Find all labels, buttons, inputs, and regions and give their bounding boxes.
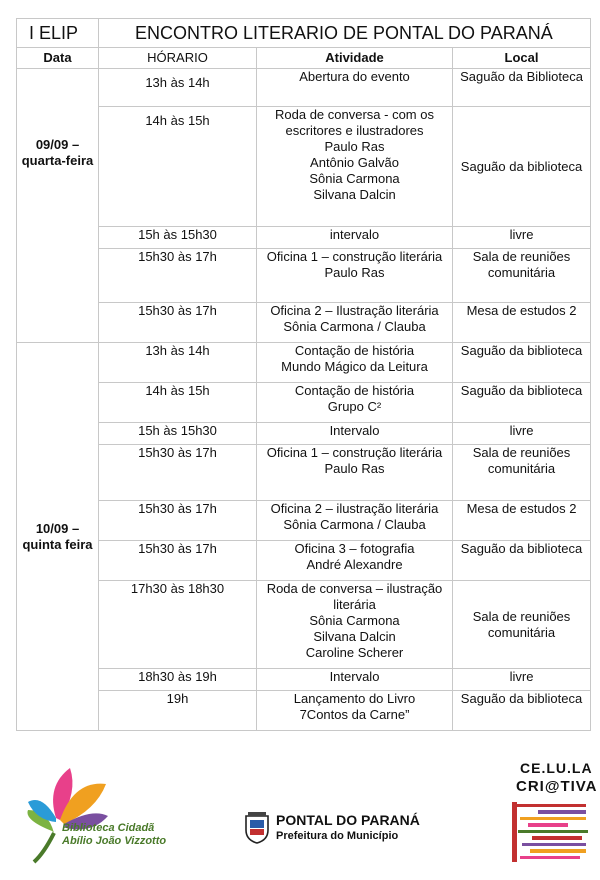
event-title: ENCONTRO LITERARIO DE PONTAL DO PARANÁ bbox=[99, 19, 591, 48]
row-location: Sala de reuniões comunitária bbox=[453, 445, 591, 501]
schedule-row bbox=[17, 107, 591, 227]
participant: Sônia Carmona / Clauba bbox=[283, 517, 426, 532]
participant: Sônia Carmona bbox=[309, 171, 400, 186]
activity-title: intervalo bbox=[329, 227, 380, 242]
row-activity bbox=[257, 501, 453, 541]
participant: Sônia Carmona / Clauba bbox=[283, 319, 426, 334]
schedule-row bbox=[17, 249, 591, 303]
schedule-row bbox=[17, 501, 591, 541]
library-name-line: Abílio João Vizzotto bbox=[62, 835, 167, 847]
schedule-row bbox=[17, 445, 591, 501]
schedule-table bbox=[16, 18, 591, 731]
activity-title: Abertura do evento bbox=[299, 69, 410, 84]
row-activity bbox=[257, 581, 453, 669]
column-header-time: HÓRARIO bbox=[99, 48, 257, 69]
row-activity bbox=[257, 541, 453, 581]
row-activity bbox=[257, 445, 453, 501]
row-location: Saguão da biblioteca bbox=[453, 343, 591, 383]
schedule-row bbox=[17, 303, 591, 343]
participant: Antônio Galvão bbox=[310, 155, 399, 170]
celula-title: CE.LU.LA bbox=[520, 760, 593, 776]
row-location: livre bbox=[453, 227, 591, 249]
row-time: 15h30 às 17h bbox=[99, 541, 257, 581]
row-location: Sala de reuniões comunitária bbox=[453, 581, 591, 669]
row-time: 13h às 14h bbox=[99, 69, 257, 107]
row-activity bbox=[257, 303, 453, 343]
title-row bbox=[17, 19, 591, 48]
schedule-row bbox=[17, 383, 591, 423]
row-location: Sala de reuniões comunitária bbox=[453, 249, 591, 303]
participant: Silvana Dalcin bbox=[313, 187, 396, 202]
book-tree-icon bbox=[14, 758, 214, 868]
header-row bbox=[17, 48, 591, 69]
row-location: Mesa de estudos 2 bbox=[453, 303, 591, 343]
row-activity bbox=[257, 343, 453, 383]
row-time: 15h30 às 17h bbox=[99, 303, 257, 343]
schedule-row bbox=[17, 541, 591, 581]
row-location: livre bbox=[453, 423, 591, 445]
row-activity bbox=[257, 669, 453, 691]
row-time: 15h30 às 17h bbox=[99, 249, 257, 303]
celula-criativa-logo bbox=[500, 760, 598, 880]
row-time: 17h30 às 18h30 bbox=[99, 581, 257, 669]
row-activity bbox=[257, 227, 453, 249]
event-short-title: I ELIP bbox=[17, 19, 99, 48]
activity-title: Roda de conversa - com os escritores e ilustradores bbox=[275, 107, 434, 138]
participant: Paulo Ras bbox=[324, 461, 385, 476]
activity-title: Oficina 1 – construção literária bbox=[266, 445, 443, 460]
activity-title: Oficina 1 – construção literária bbox=[266, 249, 443, 264]
participant: Paulo Ras bbox=[324, 139, 385, 154]
day-date: 10/09 – quinta feira bbox=[17, 343, 99, 731]
row-activity bbox=[257, 249, 453, 303]
library-logo bbox=[14, 758, 214, 868]
row-activity bbox=[257, 69, 453, 107]
activity-title: Intervalo bbox=[329, 423, 380, 438]
footer-logos bbox=[0, 750, 600, 880]
row-time: 14h às 15h bbox=[99, 383, 257, 423]
row-activity bbox=[257, 691, 453, 731]
activity-title: Lançamento do Livro bbox=[293, 691, 416, 706]
activity-title: Oficina 3 – fotografia bbox=[294, 541, 415, 556]
schedule-row bbox=[17, 691, 591, 731]
day-date: 09/09 – quarta-feira bbox=[17, 69, 99, 343]
participant: Grupo C² bbox=[327, 399, 382, 414]
row-activity bbox=[257, 383, 453, 423]
word-cloud-icon bbox=[508, 798, 598, 878]
row-activity bbox=[257, 423, 453, 445]
participant: André Alexandre bbox=[306, 557, 403, 572]
activity-title: Intervalo bbox=[329, 669, 380, 684]
city-subtitle: Prefeitura do Município bbox=[276, 830, 399, 842]
row-location: Saguão da biblioteca bbox=[453, 107, 591, 227]
coat-of-arms-icon bbox=[244, 812, 270, 844]
row-location: Mesa de estudos 2 bbox=[453, 501, 591, 541]
participant: Silvana Dalcin bbox=[313, 629, 396, 644]
participant: Caroline Scherer bbox=[305, 645, 404, 660]
column-header-activity: Atividade bbox=[257, 48, 453, 69]
row-location: livre bbox=[453, 669, 591, 691]
schedule-row bbox=[17, 227, 591, 249]
row-location: Saguão da Biblioteca bbox=[453, 69, 591, 107]
city-name: PONTAL DO PARANÁ bbox=[276, 812, 420, 828]
row-time: 15h às 15h30 bbox=[99, 423, 257, 445]
row-time: 14h às 15h bbox=[99, 107, 257, 227]
row-location: Saguão da biblioteca bbox=[453, 383, 591, 423]
schedule-row bbox=[17, 423, 591, 445]
row-location: Saguão da biblioteca bbox=[453, 691, 591, 731]
activity-title: Oficina 2 – Ilustração literária bbox=[270, 303, 439, 318]
row-time: 15h30 às 17h bbox=[99, 501, 257, 541]
participant: Paulo Ras bbox=[324, 265, 385, 280]
activity-title: Contação de história bbox=[294, 343, 415, 358]
celula-subtitle: CRI@TIVA bbox=[516, 778, 598, 795]
row-time: 13h às 14h bbox=[99, 343, 257, 383]
column-header-location: Local bbox=[453, 48, 591, 69]
row-activity bbox=[257, 107, 453, 227]
column-header-date: Data bbox=[17, 48, 99, 69]
row-time: 19h bbox=[99, 691, 257, 731]
activity-title: Contação de história bbox=[294, 383, 415, 398]
schedule-row bbox=[17, 581, 591, 669]
row-time: 15h30 às 17h bbox=[99, 445, 257, 501]
row-location: Saguão da biblioteca bbox=[453, 541, 591, 581]
schedule-row bbox=[17, 343, 591, 383]
row-time: 15h às 15h30 bbox=[99, 227, 257, 249]
library-name-line: Biblioteca Cidadã bbox=[62, 822, 155, 834]
activity-title: Oficina 2 – ilustração literária bbox=[270, 501, 439, 516]
participant: Mundo Mágico da Leitura bbox=[281, 359, 428, 374]
schedule-row bbox=[17, 669, 591, 691]
activity-title: Roda de conversa – ilustração literária bbox=[266, 581, 443, 612]
row-time: 18h30 às 19h bbox=[99, 669, 257, 691]
schedule-row bbox=[17, 69, 591, 107]
library-name bbox=[62, 822, 166, 848]
participant: 7Contos da Carne” bbox=[299, 707, 410, 722]
participant: Sônia Carmona bbox=[309, 613, 400, 628]
